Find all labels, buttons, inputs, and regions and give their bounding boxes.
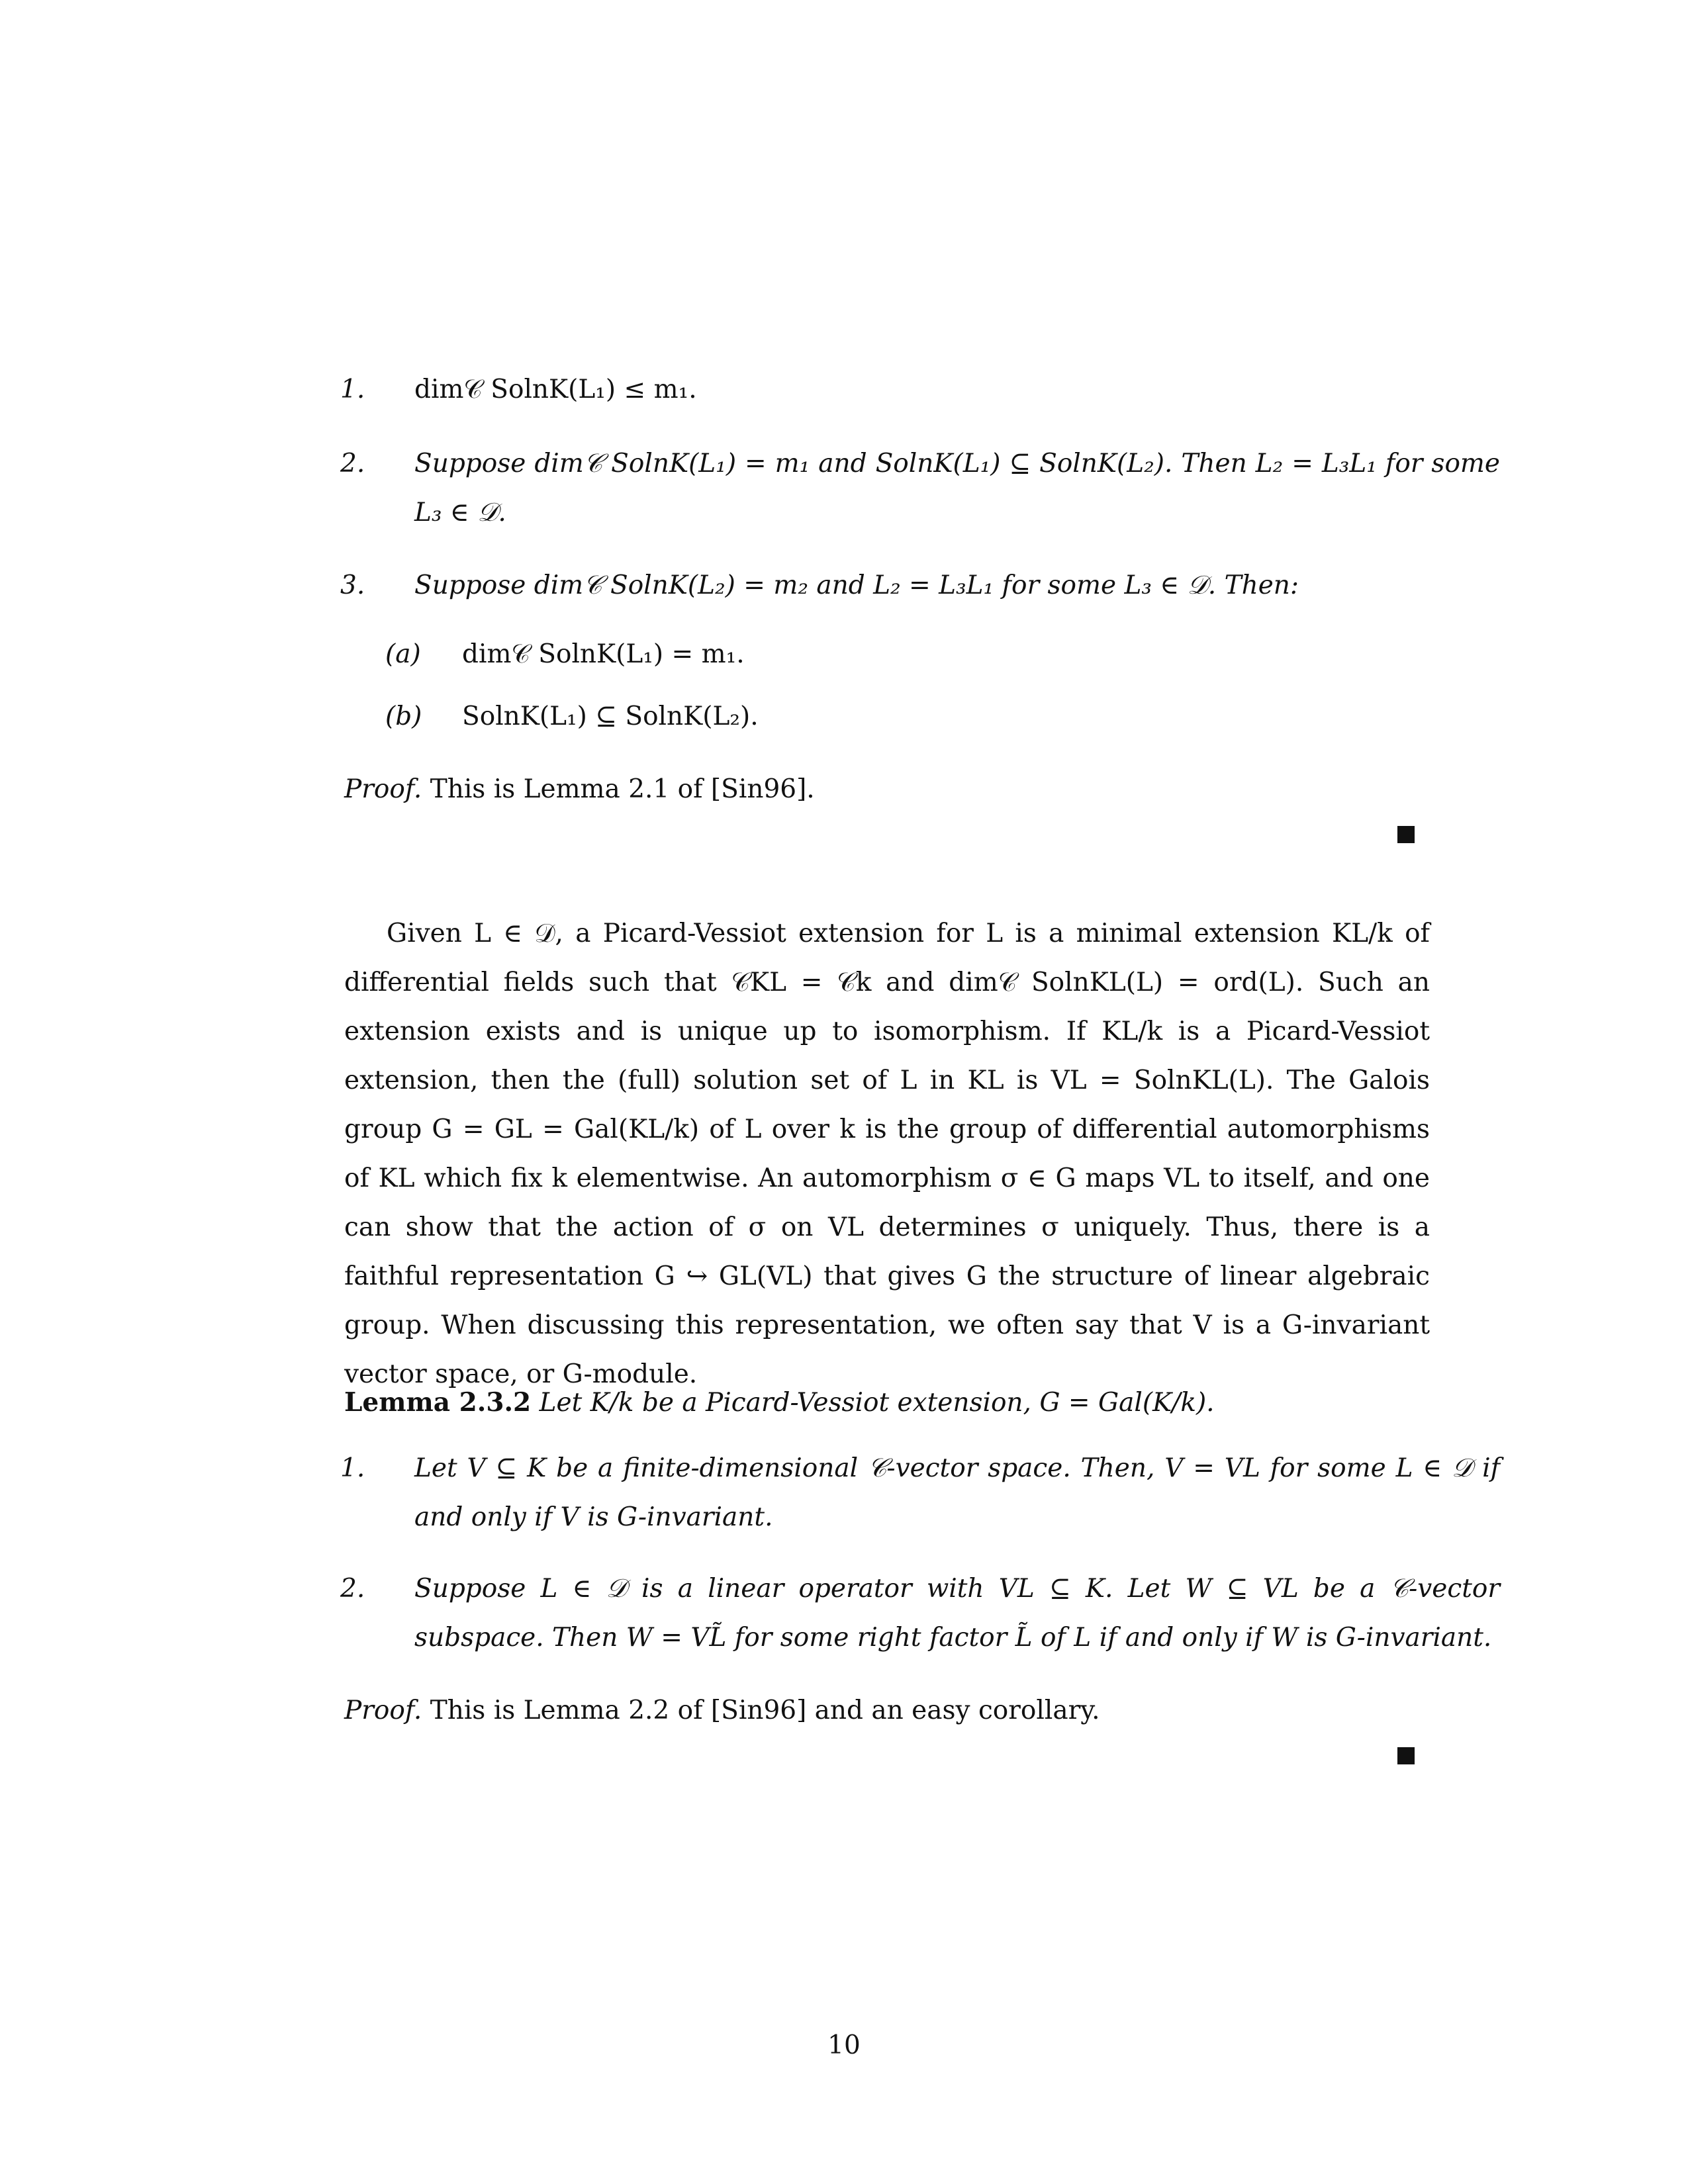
sub-item-label: (b) xyxy=(385,702,422,731)
item-text: dim𝒞 SolnK(L₁) ≤ m₁. xyxy=(414,375,697,404)
item-text: Let V ⊆ K be a finite-dimensional 𝒞-vector space. Then, V = VL for some L ∈ 𝒟 if and only if V is G-invariant. xyxy=(414,1453,1500,1532)
list-item xyxy=(340,561,1500,610)
page-number: 10 xyxy=(827,2030,861,2060)
item-label: 2. xyxy=(340,1574,365,1604)
sub-item-text: SolnK(L₁) ⊆ SolnK(L₂). xyxy=(462,702,759,731)
qed-square-icon xyxy=(1397,826,1415,843)
sub-item-text: dim𝒞 SolnK(L₁) = m₁. xyxy=(462,639,745,669)
proof xyxy=(344,765,1430,814)
body-paragraph: Given L ∈ 𝒟, a Picard-Vessiot extension for L is a minimal extension KL/k of differential fields such that 𝒞KL = 𝒞k and dim𝒞 SolnKL(L) = ord(L). Such an extension exists and is unique up to isomorphism. If KL/k is a Picard-Vessiot extension, then the (full) solution set of L in KL is VL = SolnKL(L). The Galois group G = GL = Gal(KL/k) of L over k is the group of differential automorphisms of KL which fix k elementwise. An automorphism σ ∈ G maps VL to itself, and one can show that the action of σ on VL determines σ uniquely. Thus, there is a faithful representation G ↪ GL(VL) that gives G the structure of linear algebraic group. When discussing this representation, we often say that V is a G-invariant vector space, or G-module. xyxy=(344,919,1430,1389)
list-item xyxy=(340,365,1500,414)
lemma-heading xyxy=(344,1378,1430,1428)
qed-square-icon xyxy=(1397,1747,1415,1764)
proof-label: Proof. xyxy=(344,774,422,804)
sub-item-label: (a) xyxy=(385,639,421,669)
proof xyxy=(344,1686,1430,1735)
list-item xyxy=(340,1444,1500,1542)
list-item xyxy=(340,1565,1500,1662)
proof-text: This is Lemma 2.1 of [Sin96]. xyxy=(430,774,815,804)
item-text: Suppose dim𝒞 SolnK(L₂) = m₂ and L₂ = L₃L₁ for some L₃ ∈ 𝒟. Then: xyxy=(414,570,1299,600)
item-text: Suppose dim𝒞 SolnK(L₁) = m₁ and SolnK(L₁) ⊆ SolnK(L₂). Then L₂ = L₃L₁ for some L₃ ∈ 𝒟. xyxy=(414,449,1500,527)
sub-list-item xyxy=(344,692,1548,741)
proof-label: Proof. xyxy=(344,1696,422,1725)
item-label: 1. xyxy=(340,375,365,404)
lemma-title: Lemma 2.3.2 xyxy=(344,1387,532,1418)
lemma-statement: Let K/k be a Picard-Vessiot extension, G = Gal(K/k). xyxy=(539,1388,1215,1418)
sub-list-item xyxy=(344,630,1548,679)
item-label: 3. xyxy=(340,570,365,600)
list-item xyxy=(340,439,1500,537)
item-text: Suppose L ∈ 𝒟 is a linear operator with VL ⊆ K. Let W ⊆ VL be a 𝒞-vector subspace. Then W = VL̃ for some right factor L̃ of L if and only if W is G-invariant. xyxy=(414,1574,1500,1653)
item-label: 2. xyxy=(340,449,365,478)
item-label: 1. xyxy=(340,1453,365,1483)
proof-text: This is Lemma 2.2 of [Sin96] and an easy corollary. xyxy=(430,1696,1100,1725)
